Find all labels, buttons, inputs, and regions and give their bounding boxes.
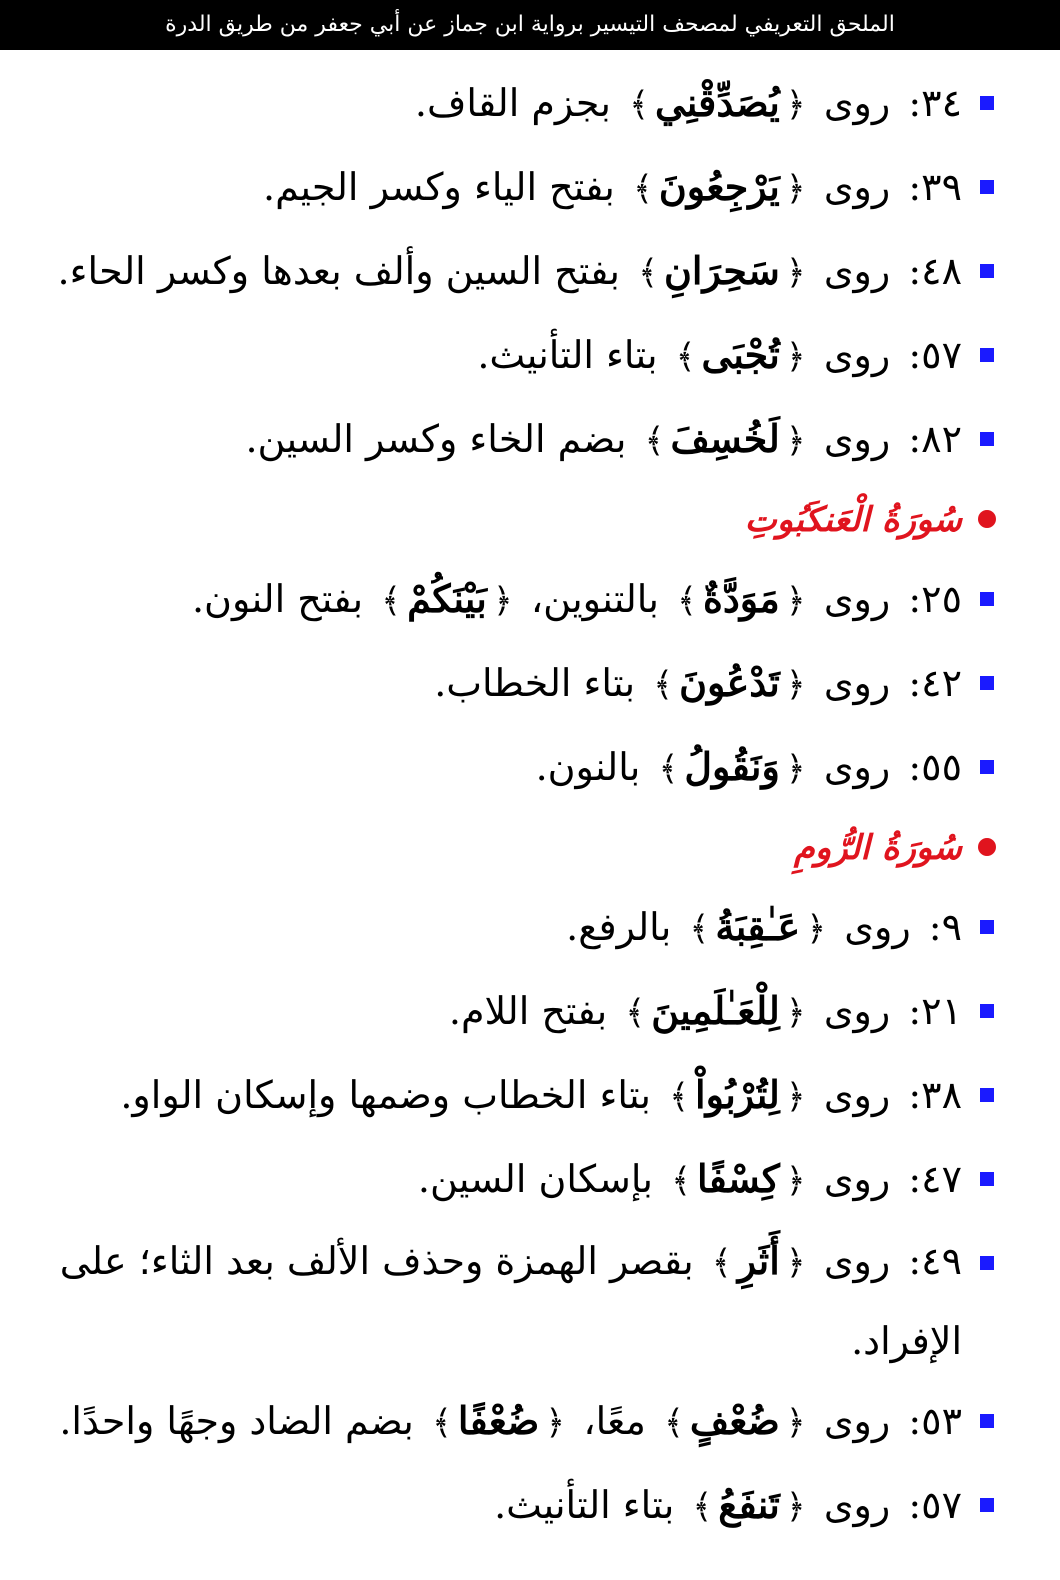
ornate-bracket-close: ﴾ (669, 1077, 690, 1117)
list-item (40, 62, 1000, 146)
surah-title: سُورَةُ الرُّومِ (793, 828, 962, 868)
list-item (40, 726, 1000, 810)
ornate-bracket-open: ﴿ (785, 85, 806, 125)
ornate-bracket-open: ﴿ (785, 1403, 806, 1443)
ornate-bracket-open: ﴿ (785, 337, 806, 377)
verse-number: ٥٣: (908, 1399, 962, 1443)
entry-verb: روى (823, 249, 891, 293)
entry-verb: روى (823, 1399, 891, 1443)
entry-verb: روى (823, 417, 891, 461)
ornate-bracket-open: ﴿ (785, 993, 806, 1033)
ornate-bracket-close: ﴾ (431, 1403, 452, 1443)
document-content (40, 62, 1000, 1548)
list-item (40, 146, 1000, 230)
quran-word: لِتُرْبُواْ (695, 1072, 780, 1117)
ornate-bracket-open: ﴿ (545, 1403, 566, 1443)
ornate-bracket-close: ﴾ (632, 169, 653, 209)
quran-word: وَنَقُولُ (684, 744, 780, 789)
entry-verb: روى (844, 905, 911, 949)
square-bullet-icon (980, 1414, 994, 1428)
ornate-bracket-open: ﴿ (785, 581, 806, 621)
quran-word: تَدْعُونَ (679, 660, 780, 705)
quran-word: ضُعْفًا (457, 1398, 540, 1443)
quran-word: كِسْفًا (697, 1156, 780, 1201)
ornate-bracket-open: ﴿ (785, 1243, 806, 1283)
list-item (40, 1464, 1000, 1548)
entry-verb: روى (823, 81, 891, 125)
square-bullet-icon (980, 348, 994, 362)
ornate-bracket-close: ﴾ (644, 421, 665, 461)
verse-number: ٢١: (908, 989, 962, 1033)
verse-number: ٨٢: (908, 417, 962, 461)
ornate-bracket-close: ﴾ (675, 337, 696, 377)
entry-note: بإسكان السين. (417, 1157, 653, 1201)
verse-number: ٣٤: (908, 81, 962, 125)
entry-verb: روى (823, 989, 891, 1033)
ornate-bracket-open: ﴿ (785, 253, 806, 293)
quran-word: مَوَدَّةٌ (702, 576, 780, 621)
entry-verb: روى (823, 333, 891, 377)
ornate-bracket-open: ﴿ (785, 169, 806, 209)
square-bullet-icon (980, 1088, 994, 1102)
quran-word: ضُعْفٍ (689, 1398, 780, 1443)
surah-heading (40, 482, 1000, 558)
entry-note: بالنون. (535, 745, 641, 789)
quran-word: عَـٰقِبَةُ (715, 904, 801, 949)
entry-note: بالتنوين، (530, 577, 659, 621)
list-item (40, 886, 1000, 970)
list-item (40, 230, 1000, 314)
ornate-bracket-open: ﴿ (785, 749, 806, 789)
quran-word: لِلْعَـٰلَمِينَ (651, 988, 780, 1033)
ornate-bracket-close: ﴾ (381, 581, 402, 621)
verse-number: ٤٧: (908, 1157, 962, 1201)
entry-verb: روى (823, 1073, 891, 1117)
ornate-bracket-close: ﴾ (653, 665, 674, 705)
square-bullet-icon (980, 760, 994, 774)
quran-word: لَخُسِفَ (670, 416, 780, 461)
square-bullet-icon (980, 264, 994, 278)
entry-note: بضم الخاء وكسر السين. (245, 417, 627, 461)
entry-verb: روى (823, 1483, 891, 1527)
ornate-bracket-close: ﴾ (629, 85, 650, 125)
ornate-bracket-close: ﴾ (711, 1243, 732, 1283)
verse-number: ٤٨: (908, 249, 962, 293)
quran-word: تُجْبَى (701, 332, 780, 377)
entry-note: بتاء التأنيث. (477, 333, 658, 377)
entry-note: بفتح الياء وكسر الجيم. (262, 165, 615, 209)
ornate-bracket-open: ﴿ (785, 421, 806, 461)
verse-number: ٤٩: (908, 1239, 962, 1283)
entry-note: بتاء الخطاب. (434, 661, 636, 705)
ornate-bracket-close: ﴾ (658, 749, 679, 789)
square-bullet-icon (980, 96, 994, 110)
verse-number: ٥٥: (908, 745, 962, 789)
ornate-bracket-close: ﴾ (625, 993, 646, 1033)
entry-note: بتاء الخطاب وضمها وإسكان الواو. (120, 1073, 651, 1117)
ornate-bracket-open: ﴿ (785, 1161, 806, 1201)
entry-note: بقصر الهمزة وحذف الألف بعد الثاء؛ على الإفراد. (59, 1239, 962, 1363)
entry-verb: روى (823, 1239, 891, 1283)
verse-number: ٢٥: (908, 577, 962, 621)
list-item (40, 1138, 1000, 1222)
entry-note: بفتح اللام. (448, 989, 608, 1033)
quran-word: يُصَدِّقْنِي (655, 80, 780, 125)
list-item (40, 314, 1000, 398)
square-bullet-icon (980, 180, 994, 194)
list-item (40, 558, 1000, 642)
list-item (40, 1380, 1000, 1464)
entry-note: بفتح السين وألف بعدها وكسر الحاء. (57, 249, 620, 293)
square-bullet-icon (980, 1172, 994, 1186)
entry-note: بالرفع. (566, 905, 672, 949)
list-item (40, 642, 1000, 726)
verse-number: ٣٩: (908, 165, 962, 209)
list-item (40, 1054, 1000, 1138)
square-bullet-icon (980, 592, 994, 606)
list-item (40, 398, 1000, 482)
ornate-bracket-open: ﴿ (806, 909, 827, 949)
quran-word: يَرْجِعُونَ (658, 164, 780, 209)
square-bullet-icon (980, 1004, 994, 1018)
verse-number: ٤٢: (908, 661, 962, 705)
verse-number: ٥٧: (908, 1483, 962, 1527)
square-bullet-icon (980, 1256, 994, 1270)
list-item (40, 1222, 1000, 1380)
entry-verb: روى (823, 1157, 891, 1201)
entry-note: بتاء التأنيث. (494, 1483, 675, 1527)
red-bullet-icon (978, 510, 996, 528)
header-title: الملحق التعريفي لمصحف التيسير برواية ابن جماز عن أبي جعفر من طريق الدرة (165, 12, 895, 37)
verse-number: ٥٧: (908, 333, 962, 377)
quran-word: سَحِرَانِ (663, 248, 780, 293)
ornate-bracket-close: ﴾ (677, 581, 697, 621)
entry-verb: روى (823, 577, 891, 621)
square-bullet-icon (980, 432, 994, 446)
square-bullet-icon (980, 1498, 994, 1512)
quran-word: بَيْنَكُمْ (407, 576, 487, 621)
entry-verb: روى (823, 165, 891, 209)
verse-number: ٣٨: (908, 1073, 962, 1117)
ornate-bracket-close: ﴾ (663, 1403, 684, 1443)
ornate-bracket-close: ﴾ (692, 1487, 713, 1527)
ornate-bracket-open: ﴿ (785, 1487, 806, 1527)
ornate-bracket-close: ﴾ (689, 909, 710, 949)
red-bullet-icon (978, 838, 996, 856)
surah-title: سُورَةُ الْعَنكَبُوتِ (744, 500, 962, 540)
entry-note-2: بضم الضاد وجهًا واحدًا. (59, 1399, 414, 1443)
page-header (0, 0, 1060, 50)
square-bullet-icon (980, 676, 994, 690)
list-item (40, 970, 1000, 1054)
entry-note: معًا، (583, 1399, 646, 1443)
surah-heading (40, 810, 1000, 886)
ornate-bracket-close: ﴾ (638, 253, 658, 293)
entry-note: بجزم القاف. (414, 81, 611, 125)
square-bullet-icon (980, 920, 994, 934)
quran-word: تَنفَعُ (718, 1482, 780, 1527)
quran-word: أَثَرِ (737, 1238, 780, 1283)
verse-number: ٩: (928, 905, 962, 949)
ornate-bracket-open: ﴿ (492, 581, 513, 621)
ornate-bracket-close: ﴾ (671, 1161, 691, 1201)
ornate-bracket-open: ﴿ (785, 665, 806, 705)
ornate-bracket-open: ﴿ (785, 1077, 806, 1117)
entry-note-2: بفتح النون. (191, 577, 364, 621)
entry-verb: روى (823, 661, 891, 705)
entry-verb: روى (823, 745, 891, 789)
